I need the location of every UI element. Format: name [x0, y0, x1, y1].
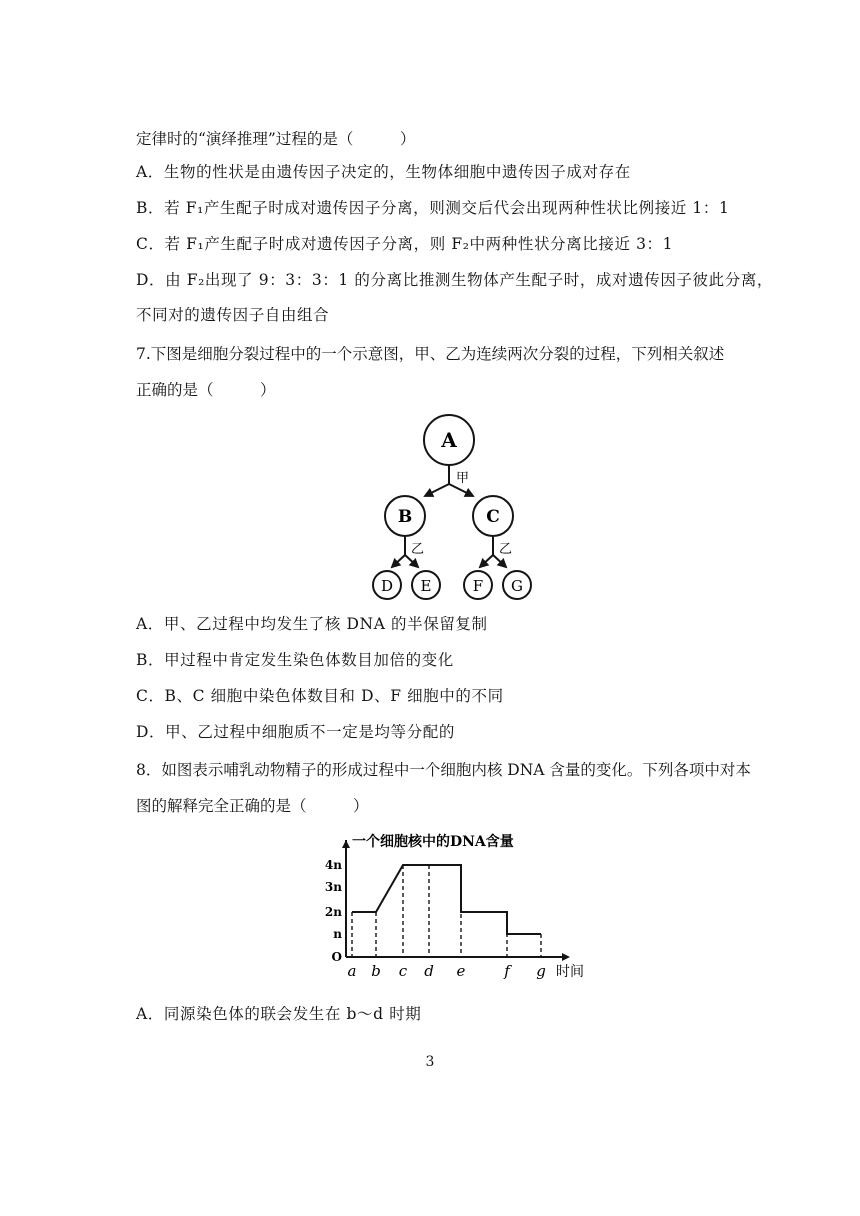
chart-y-tick-4n: 4n: [324, 858, 342, 872]
chart-x-axis-arrow: [562, 953, 570, 961]
cell-f-label: F: [472, 577, 484, 595]
chart-x-tick-a: a: [347, 962, 357, 980]
chart-x-tick-e: e: [456, 962, 466, 980]
chart-x-axis-label: 时间: [556, 964, 584, 980]
chart-y-tick-O: O: [331, 950, 342, 964]
chart-series-dna-line: [352, 865, 541, 934]
chart-x-tick-f: f: [504, 962, 510, 980]
cell-c-label: C: [486, 507, 500, 527]
q7-stem-line2: 正确的是（ ）: [136, 381, 276, 399]
q8-stem-line2: 图的解释完全正确的是（ ）: [136, 797, 369, 815]
q8-option-a: A．同源染色体的联会发生在 b～d 时期: [136, 1005, 422, 1023]
chart-x-tick-g: g: [536, 962, 546, 980]
q7-stem-line1: 7.下图是细胞分裂过程中的一个示意图，甲、乙为连续两次分裂的过程，下列相关叙述: [136, 345, 725, 363]
q8-stem-line1: 8．如图表示哺乳动物精子的形成过程中一个细胞内核 DNA 含量的变化。下列各项中对本: [136, 761, 751, 779]
q7-option-c: C．B、C 细胞中染色体数目和 D、F 细胞中的不同: [136, 687, 504, 705]
cell-b-label: B: [397, 507, 413, 527]
q6-stem-tail: 定律时的“演绎推理”过程的是（ ）: [136, 130, 416, 148]
chart-x-tick-b: b: [371, 962, 381, 980]
chart-y-tick-n: n: [333, 927, 342, 941]
chart-x-tick-c: c: [398, 962, 408, 980]
cell-a-label: A: [441, 428, 457, 452]
page-number: 3: [425, 1054, 435, 1070]
cell-g-label: G: [511, 577, 523, 595]
chart-x-tick-d: d: [424, 962, 434, 980]
dna-content-chart: [318, 828, 598, 988]
chart-y-tick-2n: 2n: [324, 905, 342, 919]
q7-option-a: A．甲、乙过程中均发生了核 DNA 的半保留复制: [136, 615, 488, 633]
cell-division-diagram: [360, 410, 550, 605]
q6-option-b: B．若 F₁产生配子时成对遗传因子分离，则测交后代会出现两种性状比例接近 1：1: [136, 199, 730, 217]
process-jia-label: 甲: [456, 471, 470, 486]
q7-option-d: D．甲、乙过程中细胞质不一定是均等分配的: [136, 723, 455, 741]
process-yi-label-right: 乙: [499, 542, 513, 557]
q6-option-d-continued: 不同对的遗传因子自由组合: [136, 306, 330, 324]
q6-option-d: D．由 F₂出现了 9：3：3：1 的分离比推测生物体产生配子时，成对遗传因子彼此分离，: [136, 271, 774, 289]
q7-option-b: B．甲过程中肯定发生染色体数目加倍的变化: [136, 651, 454, 669]
cell-e-label: E: [420, 577, 432, 595]
q6-option-a: A．生物的性状是由遗传因子决定的，生物体细胞中遗传因子成对存在: [136, 163, 631, 181]
process-yi-label-left: 乙: [411, 542, 425, 557]
chart-title: 一个细胞核中的DNA含量: [352, 834, 514, 850]
cell-d-label: D: [380, 577, 394, 595]
q6-option-c: C．若 F₁产生配子时成对遗传因子分离，则 F₂中两种性状分离比接近 3：1: [136, 235, 674, 253]
chart-y-tick-3n: 3n: [324, 880, 342, 894]
chart-y-axis-arrow: [342, 840, 350, 848]
